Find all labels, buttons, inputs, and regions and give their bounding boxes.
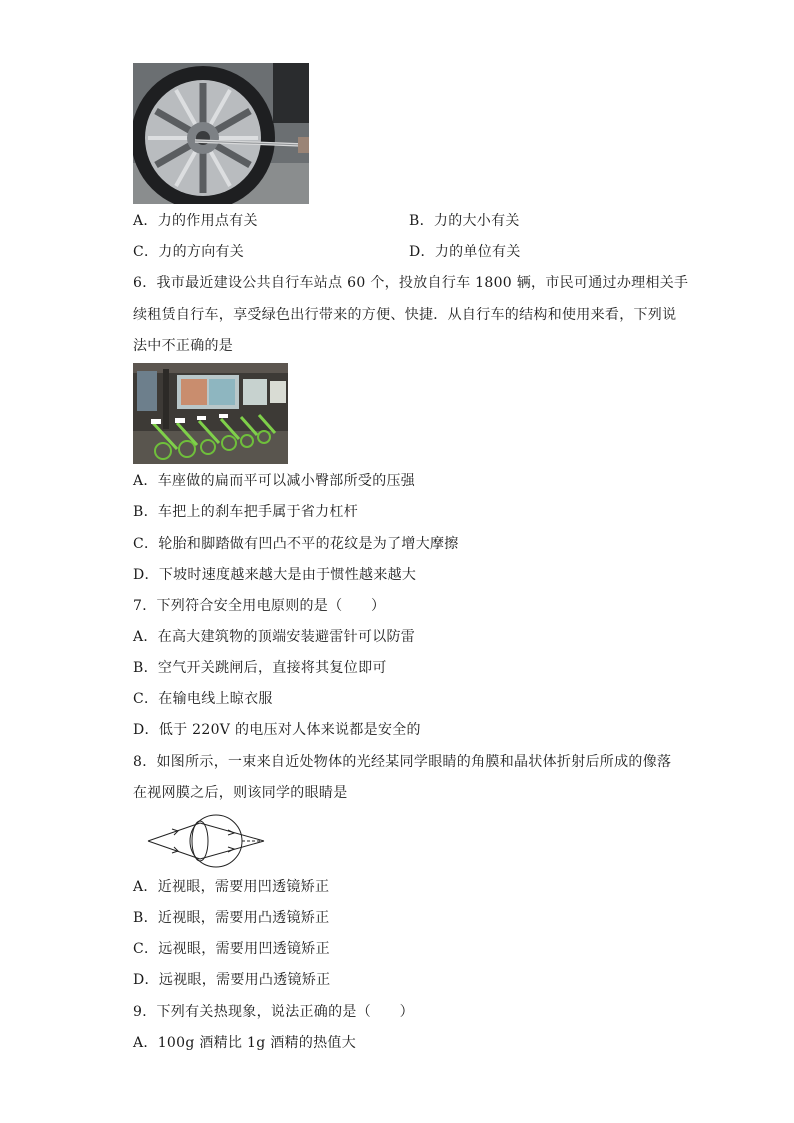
q7-option-a: A．在高大建筑物的顶端安装避雷针可以防雷 [133, 629, 416, 645]
q9-option-a: A．100g 酒精比 1g 酒精的热值大 [133, 1035, 357, 1051]
q6-stem-line-2: 续租赁自行车，享受绿色出行带来的方便、快捷．从自行车的结构和使用来看，下列说 [133, 307, 677, 323]
bike-station-photo [133, 363, 288, 464]
eye-diagram [144, 813, 270, 869]
q8-stem-line-2: 在视网膜之后，则该同学的眼睛是 [133, 785, 348, 801]
q5-option-a: A．力的作用点有关 [133, 213, 258, 229]
wheel-wrench-illustration [133, 63, 309, 204]
q7-option-b: B．空气开关跳闸后，直接将其复位即可 [133, 660, 387, 676]
q7-option-c: C．在输电线上晾衣服 [133, 691, 273, 707]
q5-option-d: D．力的单位有关 [409, 244, 521, 260]
q6-stem-line-3: 法中不正确的是 [133, 338, 234, 354]
q8-option-c: C．远视眼，需要用凹透镜矫正 [133, 941, 330, 957]
q6-stem-line-1: 6．我市最近建设公共自行车站点 60 个，投放自行车 1800 辆，市民可通过办理相关手 [133, 275, 689, 291]
q8-option-d: D．远视眼，需要用凸透镜矫正 [133, 972, 331, 988]
q7-option-d: D．低于 220V 的电压对人体来说都是安全的 [133, 722, 421, 738]
q5-option-b: B．力的大小有关 [409, 213, 520, 229]
q8-option-a: A．近视眼，需要用凹透镜矫正 [133, 879, 330, 895]
q6-option-c: C．轮胎和脚踏做有凹凸不平的花纹是为了增大摩擦 [133, 536, 459, 552]
q8-option-b: B．近视眼，需要用凸透镜矫正 [133, 910, 330, 926]
q7-stem: 7．下列符合安全用电原则的是（ ） [133, 598, 386, 614]
q9-stem: 9．下列有关热现象，说法正确的是（ ） [133, 1004, 414, 1020]
q6-option-d: D．下坡时速度越来越大是由于惯性越来越大 [133, 567, 417, 583]
q6-option-b: B．车把上的刹车把手属于省力杠杆 [133, 504, 359, 520]
q5-option-c: C．力的方向有关 [133, 244, 245, 260]
q6-option-a: A．车座做的扁而平可以减小臀部所受的压强 [133, 473, 416, 489]
q8-stem-line-1: 8．如图所示，一束来自近处物体的光经某同学眼睛的角膜和晶状体折射后所成的像落 [133, 754, 672, 770]
wheel-wrench-photo [133, 63, 309, 204]
bike-station-illustration [133, 363, 288, 464]
